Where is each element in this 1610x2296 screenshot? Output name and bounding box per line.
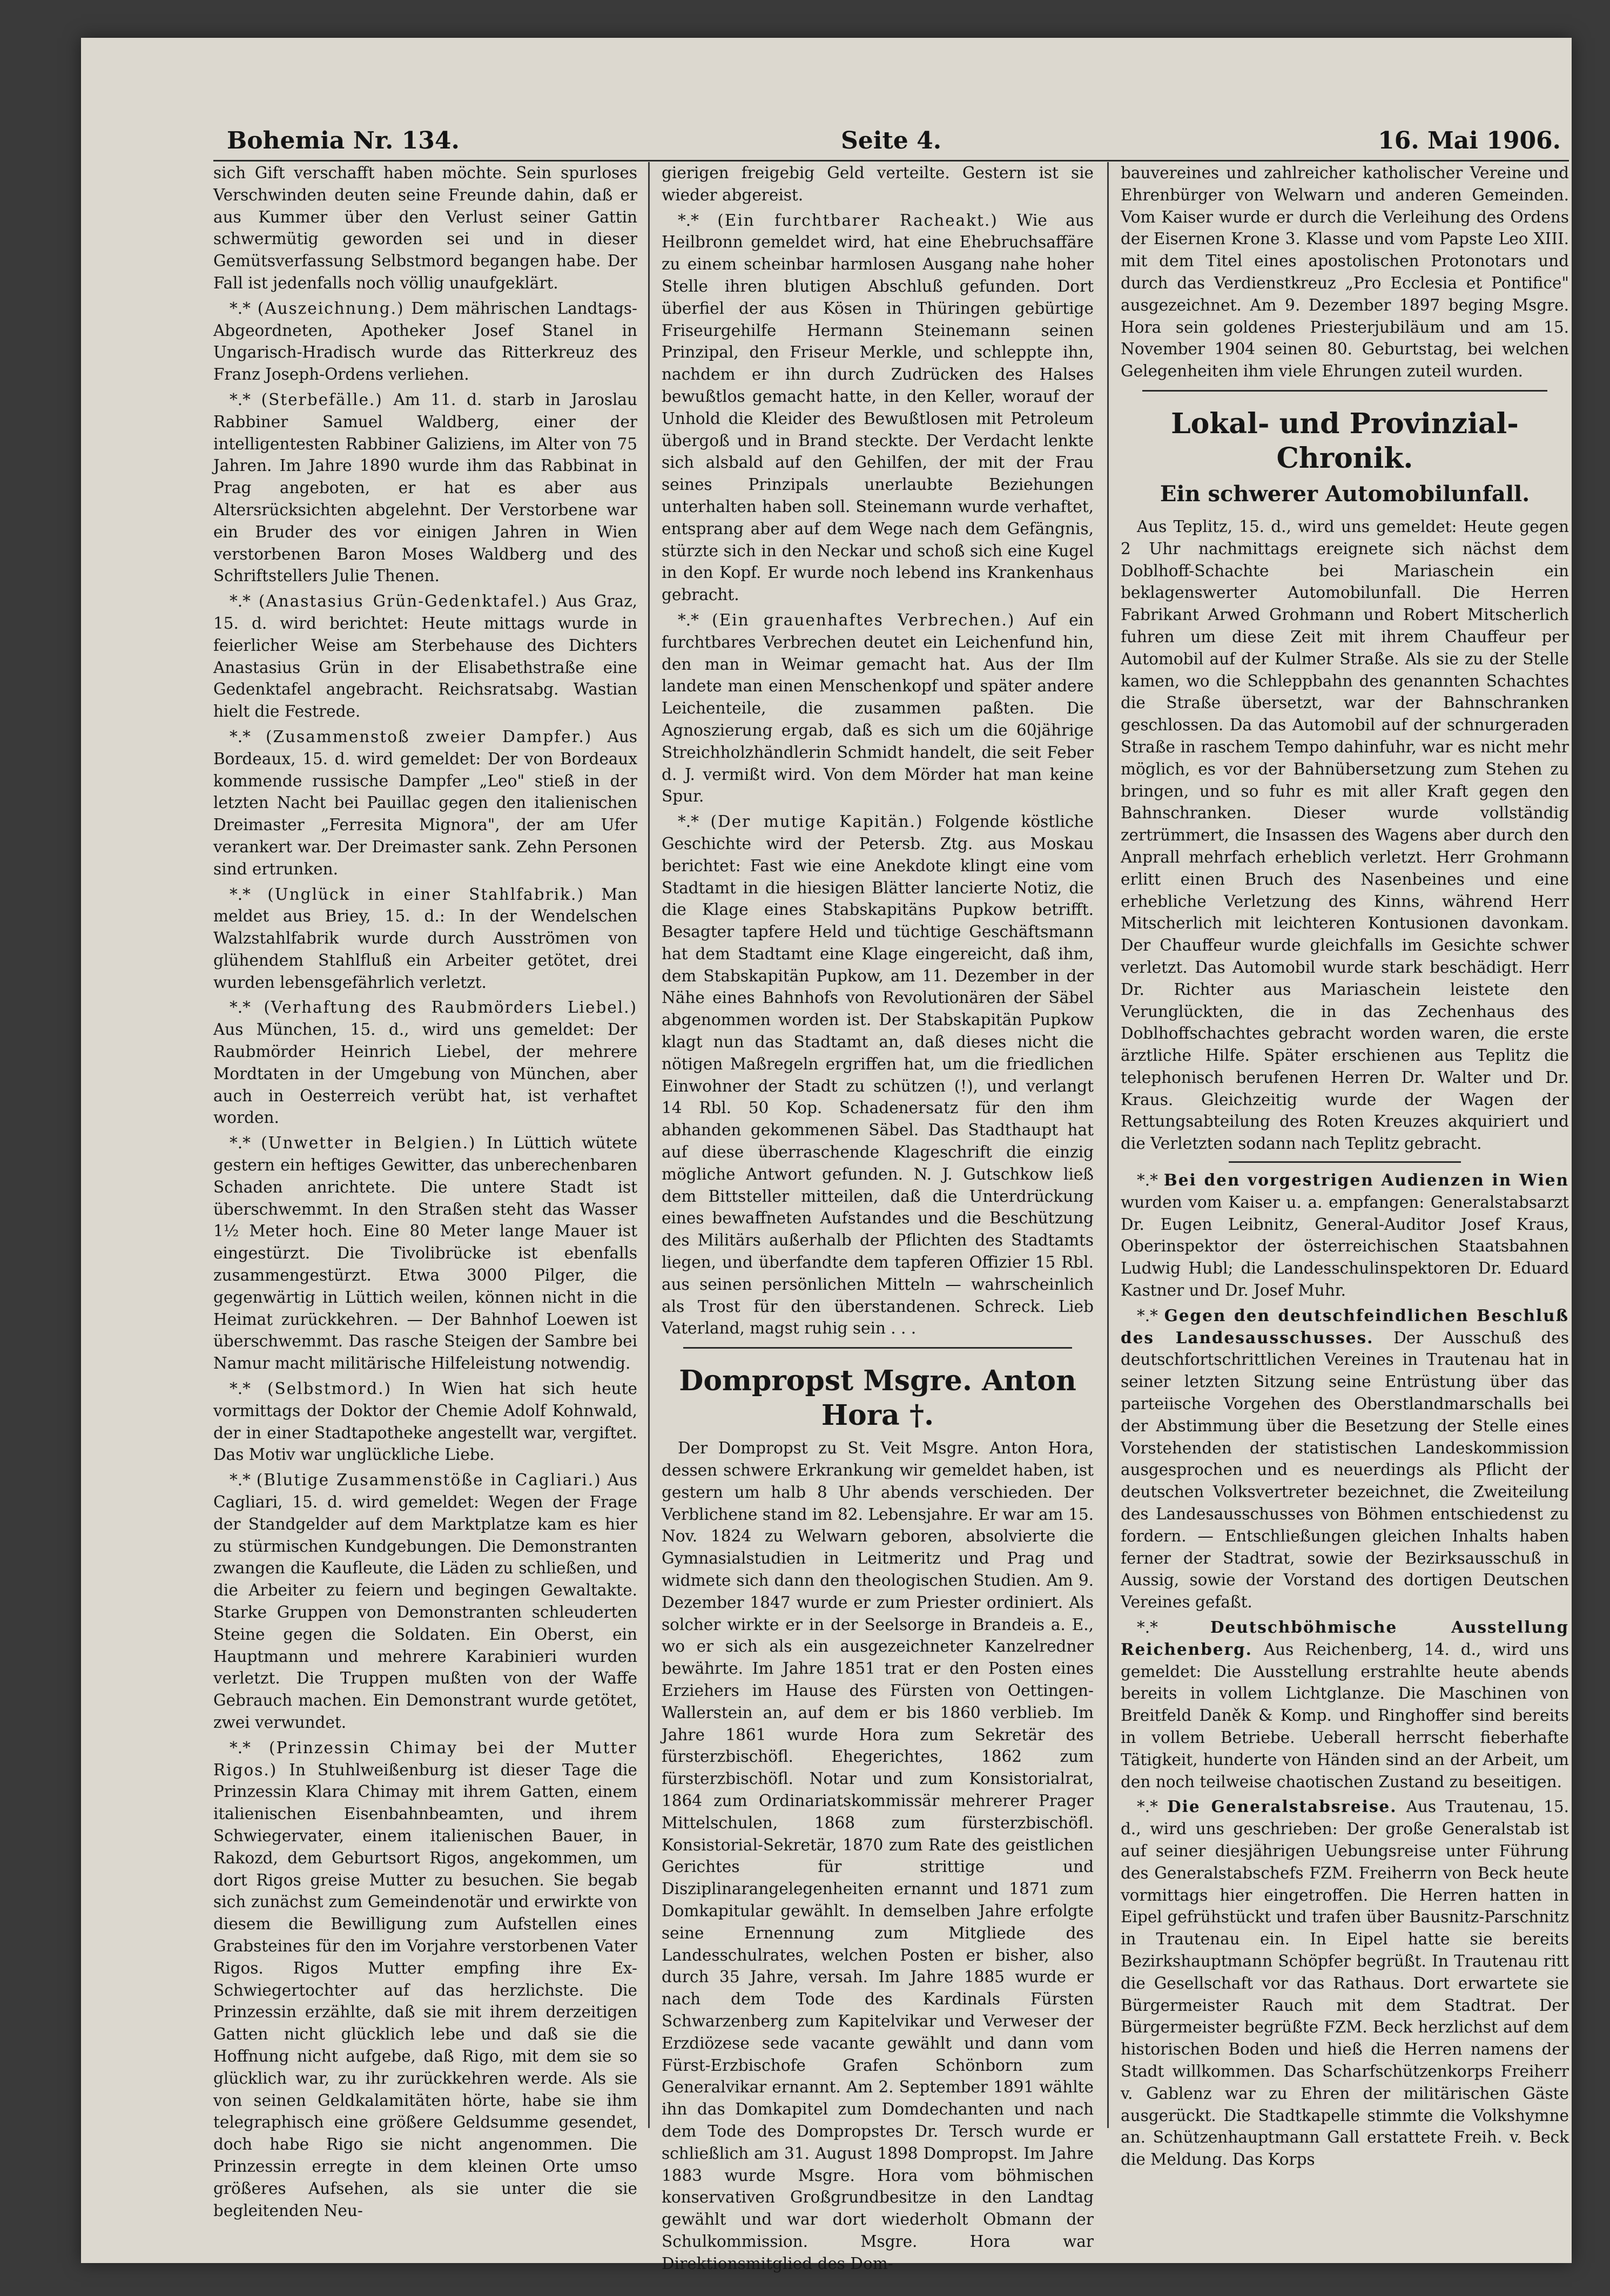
article-subheadline: Ein schwerer Automobilunfall. [1160, 481, 1530, 507]
column-3 [1121, 162, 1569, 2187]
column-divider-2 [1107, 162, 1109, 2128]
news-item-kapitaen: *.* (Der mutige Kapitän.) Folgende köstliche Geschichte wird der Petersb. Ztg. aus Moskau berichtet: Fast wie eine Anekdote klingt eine vom Stadtamt in die hiesigen Blätter lancierte Notiz, die die Klage eines Stabskapitäns Pupkow betrifft. Besagter tapfere Held und tüchtige Geschäftsmann hat dem Stadtamt eine Klage eingereicht, daß ihm, dem Stabskapitän Pupkow, am 11. Dezember in der Nähe eines Bahnhofs von Revolutionären der Säbel abgenommen worden ist. Der Stabskapitän Pupkow klagt nun das Stadtamt an, daß dieses nicht die nötigen Maßregeln ergriffen hat, um die friedlichen Einwohner der Stadt zu schützen (!), und verlangt 14 Rbl. 50 Kop. Schadenersatz für den ihm abhanden gekommenen Säbel. Das Stadthaupt hat auf diese überraschende Klageschrift die einzig mögliche Antwort gefunden. N. J. Gutschkow ließ dem Bittsteller mitteilen, daß die Unterdrückung eines bewaffneten Aufstandes und die Beschützung des Militärs außerhalb der Pflichten des Stadtamts liegen, und überfandte dem tapferen Offizier 15 Rbl. aus seinen persönlichen Mitteln — wahrscheinlich als Trost für den überstandenen. Schreck. Lieb Vaterland, magst ruhig sein . . . [662, 812, 1094, 1338]
news-item-zusammenstoss: *.* (Zusammenstoß zweier Dampfer.) Aus Bordeaux, 15. d. wird gemeldet: Der von Bordeaux kommende russische Dampfer „Leo" stieß in der letzten Nacht bei Pauillac gegen den italienischen Dreimaster „Ferresita Mignora", der am Ufer verankert war. Der Dreimaster sank. Zehn Personen sind ertrunken. [213, 727, 637, 878]
issue-date: 16. Mai 1906. [1378, 127, 1561, 154]
news-item-sterbefaelle: *.* (Sterbefälle.) Am 11. d. starb in Jaroslau Rabbiner Samuel Waldberg, einer der intelligentesten Rabbiner Galiziens, im Alter von 75 Jahren. Im Jahre 1890 wurde ihm das Rabbinat in Prag angeboten, er hat es aber aus Altersrücksichten abgelehnt. Der Verstorbene war ein Bruder des vor einigen Jahren in Wien verstorbenen Baron Moses Waldberg und des Schriftstellers Julie Thenen. [213, 390, 637, 585]
section-rule [1142, 390, 1547, 392]
section-headline: Lokal- und Provinzial-Chronik. [1171, 407, 1519, 475]
news-item-unwetter: *.* (Unwetter in Belgien.) In Lüttich wütete gestern ein heftiges Gewitter, das unberechenbaren Schaden anrichtete. Die untere Stadt ist überschwemmt. In den Straßen steht das Wasser 1½ Meter hoch. Eine 80 Meter lange Mauer ist eingestürzt. Die Tivolibrücke ist ebenfalls zusammengestürzt. Etwa 3000 Pilger, die gegenwärtig in Lüttich weilen, können nicht in die Heimat zurückkehren. — Der Bahnhof Loewen ist überschwemmt. Das rasche Steigen der Sambre bei Namur macht militärische Hilfeleistung notwendig. [213, 1134, 637, 1373]
section-rule [683, 1347, 1072, 1349]
news-item-stahlfabrik: *.* (Unglück in einer Stahlfabrik.) Man meldet aus Briey, 15. d.: In der Wendelschen Walzstahlfabrik wurde durch Ausströmen von glühendem Stahlfluß ein Arbeiter getötet, drei wurden lebensgefährlich verletzt. [213, 885, 637, 992]
news-item-cagliari: *.* (Blutige Zusammenstöße in Cagliari.) Aus Cagliari, 15. d. wird gemeldet: Wegen der Frage der Standgelder auf dem Marktplatze kam es hier zu stürmischen Kundgebungen. Die Demonstranten zwangen die Kaufleute, die Läden zu schließen, und die Arbeiter zu feiern und begingen Gewaltakte. Starke Gruppen von Demonstranten schleuderten Steine gegen die Soldaten. Ein Oberst, ein Hauptmann und mehrere Karabinieri wurden verletzt. Die Truppen mußten von der Waffe Gebrauch machen. Ein Demonstrant wurde getötet, zwei verwundet. [213, 1471, 637, 1732]
article-continuation: bauvereines und zahlreicher katholischer Vereine und Ehrenbürger von Welwarn und anderen Gemeinden. Vom Kaiser wurde er durch die Verleihung des Ordens der Eisernen Krone 3. Klasse und vom Papste Leo XIII. mit dem Titel eines apostolischen Protonotars und durch das Verdienstkreuz „Pro Ecclesia et Pontifice" ausgezeichnet. Am 9. Dezember 1897 beging Msgre. Hora sein goldenes Priesterjubiläum und am 15. November 1904 seinen 80. Geburtstag, bei welchen Gelegenheiten ihm viele Ehrungen zuteil wurden. [1121, 164, 1569, 381]
page-number: Seite 4. [840, 127, 942, 154]
news-item-racheakt: *.* (Ein furchtbarer Racheakt.) Wie aus Heilbronn gemeldet wird, hat eine Ehebruchsaffäre zu einem scheinbar harmlosen Ausgang nahe hoher Stelle ihren blutigen Abschluß gefunden. Dort überfiel der aus Kösen in Thüringen gebürtige Friseurgehilfe Hermann Steinemann seinen Prinzipal, den Friseur Merkle, und schleppte ihn, nachdem er ihn durch Zudrücken des Halses bewußtlos gemacht hatte, in den Keller, worauf der Unhold die Kleider des Bewußtlosen mit Petroleum übergoß und in Brand steckte. Der Verdacht lenkte sich alsbald auf den Gehilfen, der mit der Frau seines Prinzipals unerlaubte Beziehungen unterhalten haben soll. Steinemann wurde verhaftet, entsprang aber auf dem Wege nach dem Gefängnis, stürzte sich in den Neckar und schoß sich eine Kugel in den Kopf. Er wurde noch lebend ins Krankenhaus gebracht. [662, 211, 1094, 604]
masthead-issue: Bohemia Nr. 134. [227, 127, 460, 154]
column-divider-1 [648, 162, 650, 2128]
column-1 [213, 162, 637, 2220]
news-item-chimay: *.* (Prinzessin Chimay bei der Mutter Rigos.) In Stuhlweißenburg ist dieser Tage die Prinzessin Klara Chimay mit ihrem Gatten, einem italienischen Eisenbahnbeamten, und ihrem Schwiegervater, einem italienischen Bauer, in Rakozd, dem Geburtsort Rigos, angekommen, um dort Rigos greise Mutter zu besuchen. Sie begab sich zunächst zum Gemeindenotär und erwirkte von diesem die Bewilligung zum Aufstellen eines Grabsteines für den im Vorjahre verstorbenen Vater Rigos. Rigos Mutter empfing ihre Ex-Schwiegertochter auf das herzlichste. Die Prinzessin erzählte, daß sie mit ihrem derzeitigen Gatten nicht glücklich lebe und daß sie die Hoffnung nicht aufgebe, daß Rigo, mit dem sie so glücklich war, zu ihr zurückkehren werde. Als sie von seinen Geldkalamitäten hörte, habe sie ihm telegraphisch eine größere Geldsumme gesendet, doch habe Rigo sie nicht angenommen. Die Prinzessin erregte in dem kleinen Orte umso größeres Aufsehen, als sie unter die sie begleitenden Neu- [213, 1738, 637, 2220]
article-continuation: sich Gift verschafft haben möchte. Sein spurloses Verschwinden deuten seine Freunde dahin, daß er aus Kummer über den Verlust seiner Gattin schwermütig geworden sei und in dieser Gemütsverfassung Selbstmord begangen habe. Der Fall ist jedenfalls noch völlig unaufgeklärt. [213, 164, 637, 292]
news-item-auszeichnung: *.* (Auszeichnung.) Dem mährischen Landtags-Abgeordneten, Apotheker Josef Stanel in Ungarisch-Hradisch wurde das Ritterkreuz des Franz Joseph-Ordens verliehen. [213, 299, 637, 384]
article-automobilunfall: Aus Teplitz, 15. d., wird uns gemeldet: Heute gegen 2 Uhr nachmittags ereignete sich nächst dem Doblhoff-Schachte bei Mariaschein ein beklagenswerter Automobilunfall. Die Herren Fabrikant Arwed Grohmann und Robert Mitscherlich fuhren um diese Zeit mit ihrem Chauffeur per Automobil auf der Kulmer Straße. Als sie zu der Stelle kamen, wo die Schleppbahn des genannten Schachtes die Straße übersetzt, war der Bahnschranken geschlossen. Da das Automobil auf der schnurgeraden Straße in raschem Tempo dahinfuhr, war es nicht mehr möglich, es vor der Bahnübersetzung zum Stehen zu bringen, und so fuhr es mit aller Kraft gegen den Bahnschranken. Dieser wurde vollständig zertrümmert, die Insassen des Wagens aber durch den Anprall mehrfach erheblich verletzt. Herr Grohmann erlitt einen Bruch des Nasenbeines und eine erhebliche Verletzung des Kinns, während Herr Mitscherlich mit leichteren Kontusionen davonkam. Der Chauffeur wurde gleichfalls im Gesichte schwer verletzt. Das Automobil wurde stark beschädigt. Herr Dr. Richter aus Mariaschein leistete den Verunglückten, die in das Zechenhaus des Doblhoffschachtes gebracht worden waren, die erste ärztliche Hilfe. Später erschienen aus Teplitz die telephonisch berufenen Herren Dr. Walter und Dr. Kraus. Gleichzeitig wurde der Wagen der Rettungsabteilung des Roten Kreuzes akquiriert und die Verletzten sodann nach Teplitz gebracht. [1121, 517, 1569, 1153]
news-item-landesausschuss: *.* Gegen den deutschfeindlichen Beschluß des Landesausschusses. Der Ausschuß des deutschfortschrittlichen Vereines in Trautenau hat in seiner letzten Sitzung seine Entrüstung über das parteiische Vorgehen des Oberstlandmarschalls bei der Abstimmung über die Besetzung der Stelle eines Vorstehenden der statistischen Landeskommission ausgesprochen und es neuerdings als Pflicht der deutschen Volksvertreter bezeichnet, die Zweiteilung des Landesausschusses von Böhmen entschiedenst zu fordern. — Entschließungen gleichen Inhalts haben ferner der Stadtrat, sowie der Bezirksausschuß in Aussig, sowie der Vorstand des dortigen Deutschen Vereines gefaßt. [1121, 1305, 1569, 1612]
news-item-selbstmord: *.* (Selbstmord.) In Wien hat sich heute vormittags der Doktor der Chemie Adolf Kohnwald, der in einer Stadtapotheke angestellt war, vergiftet. Das Motiv war unglückliche Liebe. [213, 1379, 637, 1464]
news-item-verhaftung: *.* (Verhaftung des Raubmörders Liebel.) Aus München, 15. d., wird uns gemeldet: Der Raubmörder Heinrich Liebel, der mehrere Mordtaten in der Umgebung von München, aber auch in Oesterreich verübt hat, ist verhaftet worden. [213, 998, 637, 1127]
news-item-audienzen: *.* Bei den vorgestrigen Audienzen in Wien wurden vom Kaiser u. a. empfangen: Generalstabsarzt Dr. Eugen Leibnitz, General-Auditor Josef Kraus, Oberinspektor der österreichischen Staatsbahnen Ludwig Hubl; die Landesschulinspektoren Dr. Eduard Kastner und Dr. Josef Muhr. [1121, 1170, 1569, 1300]
obituary-headline: Dompropst Msgre. Anton Hora †. [679, 1364, 1076, 1432]
column-2 [662, 162, 1094, 2273]
article-separator [1229, 1161, 1461, 1163]
news-item-ausstellung: *.* Deutschböhmische Ausstellung Reichenberg. Aus Reichenberg, 14. d., wird uns gemeldet: Die Ausstellung erstrahlte heute abends bereits in vollem Lichtglanze. Die Maschinen von Breitfeld Daněk & Komp. und Ringhoffer sind bereits in vollem Betriebe. Ueberall herrscht fieberhafte Tätigkeit, hunderte von Händen sind an der Arbeit, um den noch teilweise chaotischen Zustand zu beseitigen. [1121, 1618, 1569, 1791]
obituary-body: Der Dompropst zu St. Veit Msgre. Anton Hora, dessen schwere Erkrankung wir gemeldet haben, ist gestern um halb 8 Uhr abends verschieden. Der Verblichene stand im 82. Lebensjahre. Er war am 15. Nov. 1824 zu Welwarn geboren, absolvierte die Gymnasialstudien in Leitmeritz und Prag und widmete sich dann den theologischen Studien. Am 9. Dezember 1847 wurde er zum Priester ordiniert. Als solcher wirkte er in der Seelsorge in Brandeis a. E., wo er sich als ein ausgezeichneter Kanzelredner bewährte. Im Jahre 1851 trat er den Posten eines Erziehers im Hause des Fürsten von Oettingen-Wallerstein an, auf dem er bis 1860 verblieb. Im Jahre 1861 wurde Hora zum Sekretär des fürsterzbischöfl. Ehegerichtes, 1862 zum fürsterzbischöfl. Notar und zum Konsistorialrat, 1864 zum Ordinariatskommissär mehrerer Prager Mittelschulen, 1868 zum fürsterzbischöfl. Konsistorial-Sekretär, 1870 zum Rate des geistlichen Gerichtes für strittige und Disziplinarangelegenheiten ernannt und 1871 zum Domkapitular gewählt. In demselben Jahre erfolgte seine Ernennung zum Mitgliede des Landesschulrates, welchen Posten er bisher, also durch 35 Jahre, versah. Im Jahre 1885 wurde er nach dem Tode des Kardinals Fürsten Schwarzenberg zum Kapitelvikar und Verweser der Erzdiözese sede vacante gewählt und dann vom Fürst-Erzbischofe Grafen Schönborn zum Generalvikar ernannt. Am 2. September 1891 wählte ihn das Domkapitel zum Domdechanten und nach dem Tode des Dompropstes Dr. Tersch wurde er schließlich am 31. August 1898 Dompropst. Im Jahre 1883 wurde Msgre. Hora vom böhmischen konservativen Großgrundbesitze in den Landtag gewählt und war dort wiederholt Obmann der Schulkommission. Msgre. Hora war Direktionsmitglied des Dom- [662, 1439, 1094, 2273]
news-item-generalstabsreise: *.* Die Generalstabsreise. Aus Trautenau, 15. d., wird uns geschrieben: Der große Generalstab ist auf seiner diesjährigen Uebungsreise unter Führung des Generalstabschefs FZM. Freiherrn von Beck heute vormittags hier eingetroffen. Die Herren hatten in Eipel gefrühstückt und trafen über Bausnitz-Parschnitz in Trautenau ein. In Eipel hatte sie bereits Bezirkshauptmann Schöpfer begrüßt. In Trautenau ritt die Gesellschaft vor das Rathaus. Dort erwartete sie Bürgermeister Rauch mit dem Stadtrat. Der Bürgermeister begrüßte FZM. Beck herzlichst auf dem historischen Boden und hieß die Herren namens der Stadt willkommen. Das Scharfschützenkorps Freiherr v. Gablenz war zu Ehren der militärischen Gäste ausgerückt. Die Stadtkapelle stimmte die Volkshymne an. Schützenhauptmann Gall erstattete Freih. v. Beck die Meldung. Das Korps [1121, 1797, 1569, 2169]
header-rule [213, 160, 1569, 161]
page-header [146, 122, 1561, 165]
news-item-gedenktafel: *.* (Anastasius Grün-Gedenktafel.) Aus Graz, 15. d. wird berichtet: Heute mittags wurde in feierlicher Weise am Sterbehause des Dichters Anastasius Grün in der Elisabethstraße eine Gedenktafel angebracht. Reichsratsabg. Wastian hielt die Festrede. [213, 592, 637, 721]
article-continuation: gierigen freigebig Geld verteilte. Gestern ist sie wieder abgereist. [662, 164, 1094, 204]
news-item-verbrechen: *.* (Ein grauenhaftes Verbrechen.) Auf ein furchtbares Verbrechen deutet ein Leichenfund hin, den man in Weimar gemacht hat. Aus der Ilm landete man einen Menschenkopf und später andere Leichenteile, die zusammen paßten. Die Agnoszierung ergab, daß es sich um die 60jährige Streichholzhändlerin Schmidt handelt, die seit Feber d. J. vermißt wird. Von dem Mörder hat man keine Spur. [662, 610, 1094, 806]
